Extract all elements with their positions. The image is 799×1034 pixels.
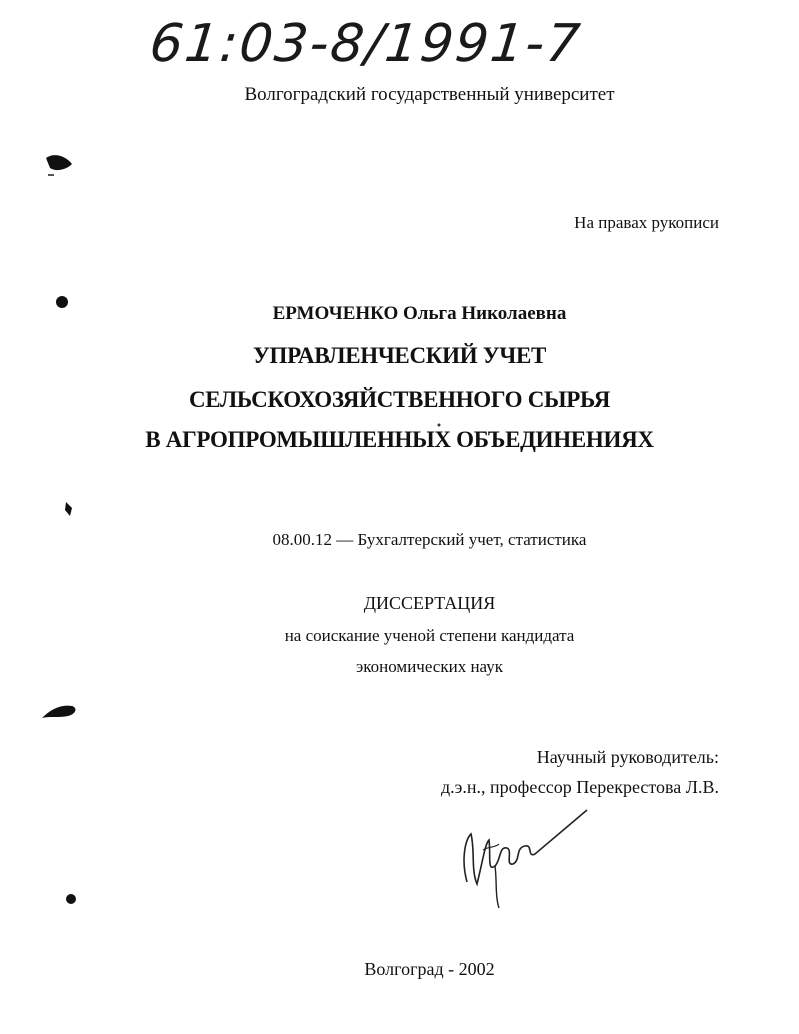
scan-speck-3 xyxy=(62,500,76,518)
title-line-3: В АГРОПРОМЫШЛЕННЫХ ОБЪЕДИНЕНИЯХ xyxy=(145,427,654,452)
document-type: ДИССЕРТАЦИЯ xyxy=(363,593,496,613)
scan-speck-1 xyxy=(42,150,76,180)
title-line-1: УПРАВЛЕНЧЕСКИЙ УЧЕТ xyxy=(252,343,547,368)
signature-scribble xyxy=(455,800,595,912)
rights-note: На правах рукописи xyxy=(574,213,719,232)
degree-line-2: экономических наук xyxy=(355,657,504,676)
supervisor-name: д.э.н., профессор Перекрестова Л.В. xyxy=(441,777,719,797)
supervisor-label: Научный руководитель: xyxy=(536,747,719,767)
city-year: Волгоград - 2002 xyxy=(364,959,495,979)
scan-speck-5 xyxy=(64,892,78,906)
university-name: Волгоградский государственный университет xyxy=(244,84,615,105)
scan-speck-6 xyxy=(436,422,442,428)
author-name: ЕРМОЧЕНКО Ольга Николаевна xyxy=(272,303,567,324)
archive-number-handwritten: 61:03-8/1991-7 xyxy=(146,14,585,74)
degree-line-1: на соискание ученой степени кандидата xyxy=(284,626,575,645)
specialty-code: 08.00.12 — Бухгалтерский учет, статистика xyxy=(272,530,587,549)
scan-speck-2 xyxy=(54,294,70,310)
title-line-2: СЕЛЬСКОХОЗЯЙСТВЕННОГО СЫРЬЯ xyxy=(188,387,611,412)
scan-speck-4 xyxy=(40,700,80,722)
